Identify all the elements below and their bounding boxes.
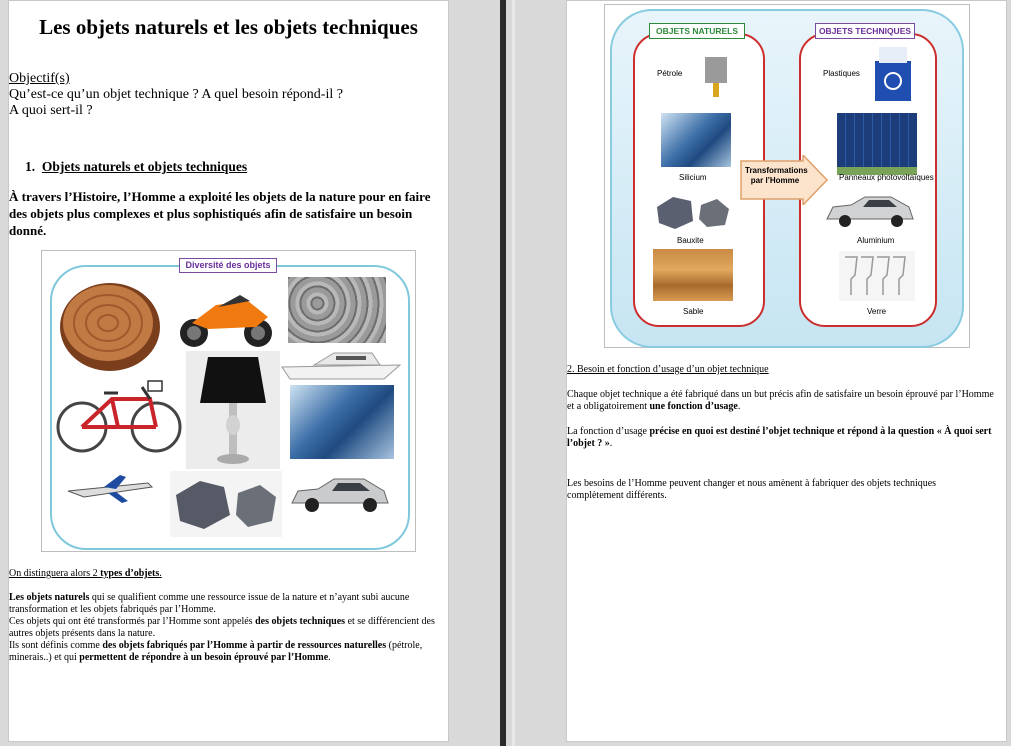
- solar-panels-image: [837, 113, 917, 175]
- plastic-bin-image: [871, 43, 915, 103]
- bauxite-small-image: [653, 191, 733, 231]
- usage-paragraph-2: La fonction d’usage précise en quoi est destiné l’objet technique et répond à la question « À quoi sert l’objet ? ».: [567, 426, 992, 449]
- pebbles-image: [288, 277, 386, 343]
- oil-image: [701, 53, 731, 97]
- section1-heading: [25, 159, 247, 175]
- bauxite-image: [170, 471, 282, 537]
- aluminium-car-image: [823, 193, 915, 229]
- car-image: [288, 475, 392, 515]
- technical-item-plastiques: Plastiques: [823, 69, 860, 78]
- objectif-heading: Objectif(s): [9, 71, 70, 86]
- technical-item-aluminium: Aluminium: [857, 236, 895, 245]
- natural-item-petrole: Pétrole: [657, 69, 683, 78]
- bicycle-image: [52, 375, 186, 455]
- usage-paragraph-1: Chaque objet technique a été fabriqué dans un but précis afin de satisfaire un besoin éprouvé par l’Homme et a obligatoirement une fonction d’usage.: [567, 389, 994, 412]
- natural-item-bauxite: Bauxite: [677, 236, 704, 245]
- silicium-image: [661, 113, 731, 167]
- section2-title: 2. Besoin et fonction d’usage d’un objet technique: [567, 364, 769, 375]
- usage-paragraph-3: Les besoins de l’Homme peuvent changer et nous amènent à fabriquer des objets techniques complètement différents.: [567, 478, 937, 501]
- sand-image: [653, 249, 733, 301]
- objectif-text: Qu’est-ce qu’un objet technique ? A quel besoin répond-il ? A quoi sert-il ?: [9, 87, 343, 118]
- technical-title: OBJETS TECHNIQUES: [815, 23, 915, 39]
- natural-item-silicium: Silicium: [679, 173, 707, 182]
- natural-item-sable: Sable: [683, 307, 704, 316]
- glasses-image: [839, 251, 915, 301]
- diversity-figure: [41, 250, 416, 552]
- page-divider: [500, 0, 506, 746]
- section1-number: 1.: [25, 159, 36, 174]
- technical-item-verre: Verre: [867, 307, 887, 316]
- arrow-label: Transformations par l’Homme: [745, 166, 808, 185]
- natural-title: OBJETS NATURELS: [649, 23, 745, 39]
- motorbike-image: [178, 287, 274, 349]
- right-page: [566, 0, 1007, 742]
- distinguish-line: [9, 568, 162, 580]
- yacht-image: [280, 347, 408, 381]
- intro-paragraph: À travers l’Histoire, l’Homme a exploité les objets de la nature pour en faire des objets plus complexes et plus sophistiqués afin de satisfaire un besoin donné.: [9, 189, 431, 238]
- definition-paragraph: Les objets naturels qui se qualifient comme une ressource issue de la nature et n’ayant subi aucune transformation et les objets fabriqués par l’Homme. Ces objets qui ont été transformés par l’Homme sont appelés des objets techniques et se différencient des autres objets présents dans la nature. Ils sont définis comme des objets fabriqués par l’Homme à partir de ressources naturelles (pétrole, minerais..) et qui permettent de répondre à un besoin éprouvé par l’Homme.: [9, 592, 435, 663]
- page-title: Les objets naturels et les objets techniques: [39, 15, 418, 39]
- distinguish-text: On distinguera alors 2 types d’objets.: [9, 568, 162, 579]
- transformation-diagram: [604, 4, 970, 348]
- page-divider-highlight: [512, 0, 515, 746]
- kyanite-image: [290, 385, 394, 459]
- section1-title: Objets naturels et objets techniques: [41, 159, 248, 174]
- figure-label: Diversité des objets: [179, 258, 277, 273]
- airplane-image: [64, 475, 154, 505]
- technical-item-panneaux: Panneaux photovoltaïques: [839, 173, 934, 182]
- wood-image: [58, 277, 162, 373]
- lamp-image: [186, 351, 280, 469]
- left-page: [8, 0, 449, 742]
